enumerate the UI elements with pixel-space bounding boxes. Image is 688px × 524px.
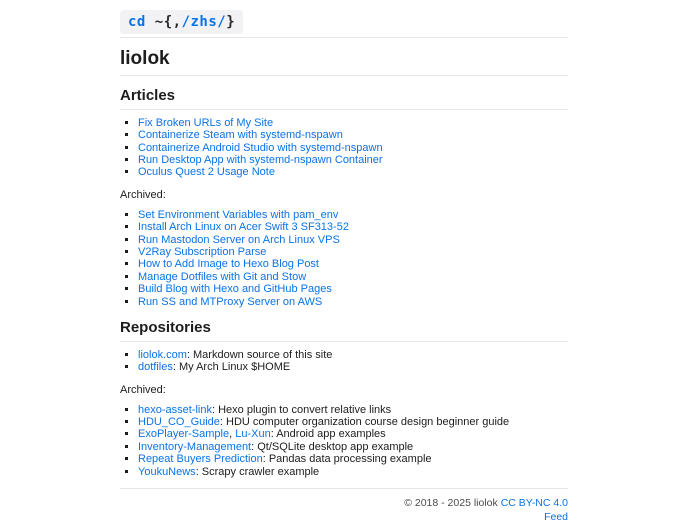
item-description: : Pandas data processing example: [262, 453, 432, 466]
copyright-text: © 2018 - 2025 liolok: [404, 496, 501, 509]
item-description: : Scrapy crawler example: [195, 465, 320, 478]
article-link[interactable]: Run Mastodon Server on Arch Linux VPS: [138, 233, 340, 246]
list-item: [138, 246, 568, 258]
article-link[interactable]: Set Environment Variables with pam_env: [138, 208, 339, 221]
list-item: [138, 258, 568, 270]
list-item: [138, 453, 568, 465]
repositories-section: [120, 320, 568, 478]
list-item: [138, 441, 568, 453]
item-description: : My Arch Linux $HOME: [172, 361, 291, 374]
article-link[interactable]: Containerize Android Studio with systemd-nspawn: [138, 141, 383, 154]
repositories-archived-label: Archived:: [120, 383, 166, 396]
repositories-heading: Repositories: [120, 320, 568, 342]
article-link[interactable]: Oculus Quest 2 Usage Note: [138, 166, 275, 179]
list-item: [138, 466, 568, 478]
command-segment: cd: [128, 14, 146, 30]
repo-link[interactable]: ExoPlayer-Sample: [138, 428, 230, 441]
articles-list: [120, 117, 568, 179]
repo-link[interactable]: HDU_CO_Guide: [138, 415, 220, 428]
repositories-list: [120, 349, 568, 374]
license-link[interactable]: CC BY-NC 4.0: [500, 496, 568, 509]
list-item: [138, 296, 568, 308]
item-description: : Qt/SQLite desktop app example: [251, 440, 414, 453]
list-item: [138, 209, 568, 221]
list-item: [138, 349, 568, 361]
list-item: [138, 404, 568, 416]
item-description: : Markdown source of this site: [186, 348, 333, 361]
list-item: [138, 117, 568, 129]
repo-link[interactable]: Repeat Buyers Prediction: [138, 453, 263, 466]
articles-archived-label: Archived:: [120, 188, 166, 201]
article-link[interactable]: How to Add Image to Hexo Blog Post: [138, 258, 319, 271]
shell-command-badge: [120, 10, 243, 34]
list-item: [138, 129, 568, 141]
article-link[interactable]: Build Blog with Hexo and GitHub Pages: [138, 283, 332, 296]
item-description: : Android app examples: [270, 428, 386, 441]
feed-link[interactable]: Feed: [544, 510, 568, 523]
article-link[interactable]: Install Arch Linux on Acer Swift 3 SF313-52: [138, 221, 349, 234]
article-link[interactable]: Containerize Steam with systemd-nspawn: [138, 129, 343, 142]
article-link[interactable]: Fix Broken URLs of My Site: [138, 116, 274, 129]
copyright-line: [120, 496, 568, 510]
list-item: [138, 428, 568, 440]
list-item: [138, 154, 568, 166]
command-segment: }: [226, 14, 236, 30]
list-item: [138, 234, 568, 246]
list-item: [138, 221, 568, 233]
feed-line: [120, 510, 568, 524]
command-segment: /zhs/: [181, 14, 227, 30]
list-item: [138, 361, 568, 373]
link-separator: ,: [229, 428, 236, 441]
command-segment: ~{,: [145, 14, 182, 30]
articles-section: [120, 88, 568, 308]
repo-link[interactable]: dotfiles: [138, 361, 173, 374]
list-item: [138, 166, 568, 178]
repo-link[interactable]: Lu-Xun: [235, 428, 271, 441]
article-link[interactable]: Run Desktop App with systemd-nspawn Container: [138, 153, 383, 166]
repo-link[interactable]: Inventory-Management: [138, 440, 252, 453]
item-description: : HDU computer organization course design beginner guide: [219, 415, 510, 428]
articles-heading: Articles: [120, 88, 568, 110]
repositories-archived-list: [120, 404, 568, 478]
repo-link[interactable]: YoukuNews: [138, 465, 196, 478]
site-title: liolok: [120, 49, 568, 76]
list-item: [138, 142, 568, 154]
item-description: : Hexo plugin to convert relative links: [211, 403, 392, 416]
article-link[interactable]: Manage Dotfiles with Git and Stow: [138, 270, 307, 283]
page-container: [120, 0, 568, 524]
list-item: [138, 271, 568, 283]
articles-archived-list: [120, 209, 568, 308]
article-link[interactable]: Run SS and MTProxy Server on AWS: [138, 295, 323, 308]
list-item: [138, 283, 568, 295]
repo-link[interactable]: hexo-asset-link: [138, 403, 212, 416]
article-link[interactable]: V2Ray Subscription Parse: [138, 245, 267, 258]
site-header: [120, 10, 568, 38]
repo-link[interactable]: liolok.com: [138, 348, 187, 361]
list-item: [138, 416, 568, 428]
site-footer: [120, 488, 568, 524]
